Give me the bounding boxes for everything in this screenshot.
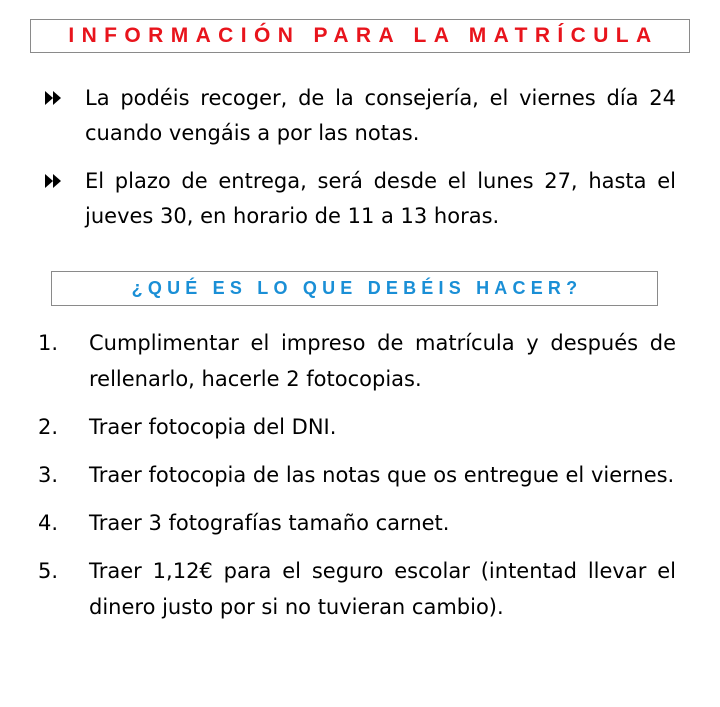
step-text: Traer 1,12€ para el seguro escolar (intentad llevar el dinero justo por si no tuvieran cambio). [89, 559, 676, 619]
step-number: 3. [38, 463, 59, 487]
step-number: 2. [38, 415, 59, 439]
section-subtitle: ¿QUÉ ES LO QUE DEBÉIS HACER? [131, 278, 583, 298]
title-box [30, 19, 690, 53]
subtitle-box [51, 271, 658, 306]
step-number: 1. [38, 331, 59, 355]
bullet-item-pickup [44, 81, 676, 151]
step-item [38, 505, 676, 541]
step-item [38, 553, 676, 625]
step-item [38, 325, 676, 397]
double-right-arrow-icon [44, 90, 62, 106]
step-text: Traer fotocopia del DNI. [89, 415, 337, 439]
document-title: INFORMACIÓN PARA LA MATRÍCULA [68, 24, 659, 47]
step-text: Cumplimentar el impreso de matrícula y después de rellenarlo, hacerle 2 fotocopias. [89, 331, 676, 391]
step-item [38, 409, 676, 445]
bullet-text: La podéis recoger, de la consejería, el viernes día 24 cuando vengáis a por las notas. [85, 86, 676, 145]
steps-list [38, 325, 676, 637]
info-bullet-list [44, 81, 676, 247]
step-text: Traer fotocopia de las notas que os entregue el viernes. [89, 463, 675, 487]
double-right-arrow-icon [44, 173, 62, 189]
bullet-text: El plazo de entrega, será desde el lunes 27, hasta el jueves 30, en horario de 11 a 13 horas. [85, 169, 676, 228]
step-item [38, 457, 676, 493]
step-text: Traer 3 fotografías tamaño carnet. [89, 511, 450, 535]
step-number: 5. [38, 559, 59, 583]
bullet-item-deadline [44, 164, 676, 234]
step-number: 4. [38, 511, 59, 535]
